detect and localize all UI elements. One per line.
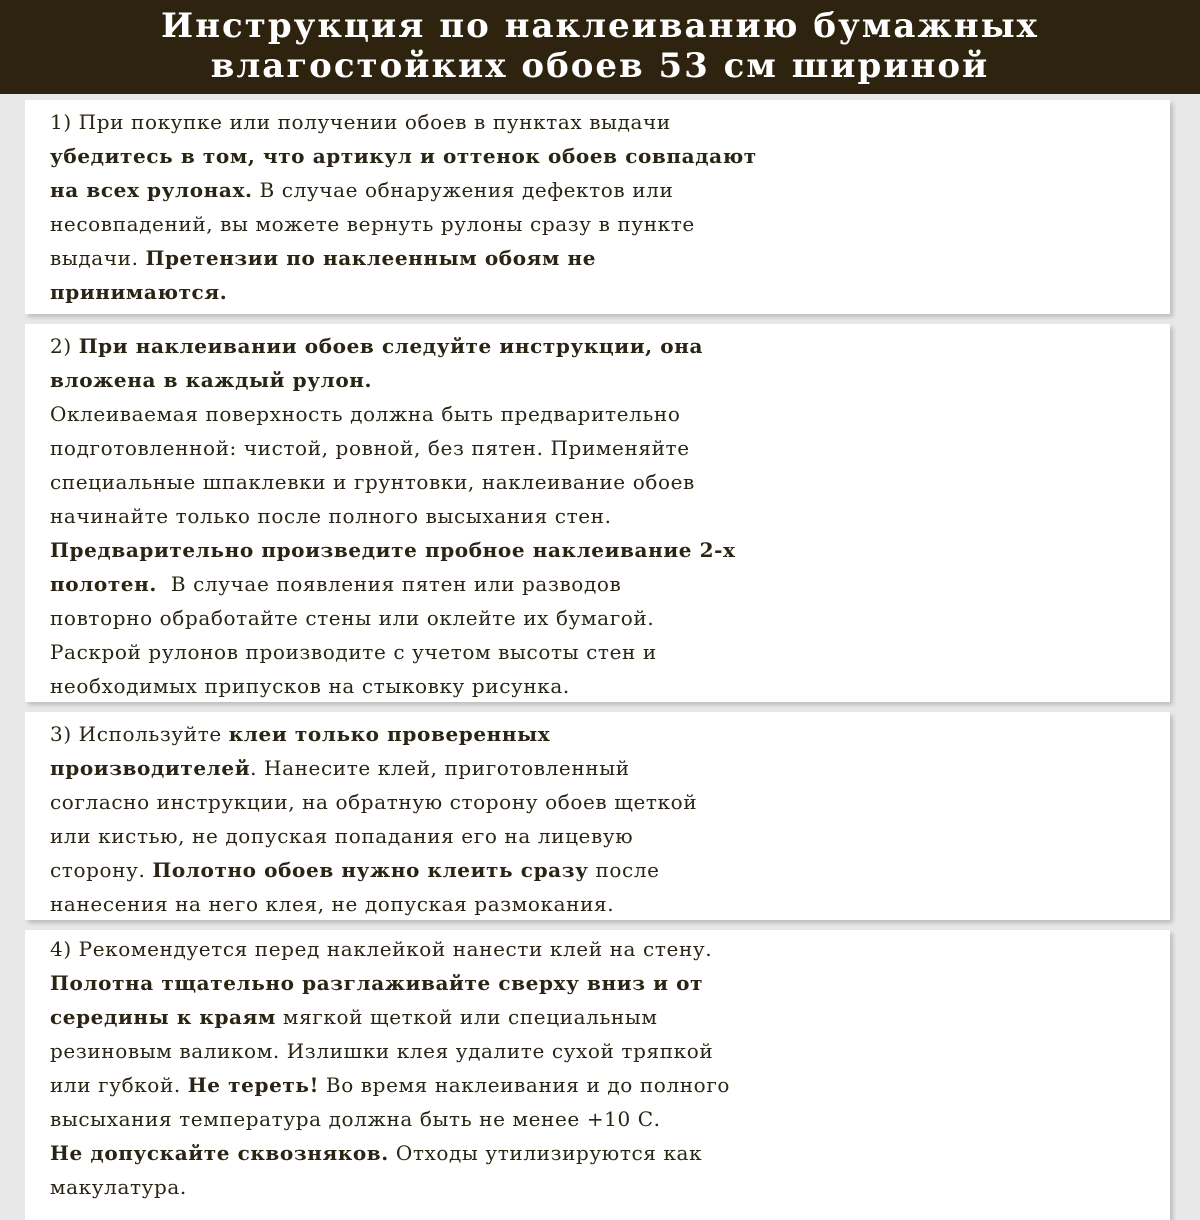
bold-text: клеи только проверенных	[228, 722, 551, 746]
text-line: нанесения на него клея, не допуская размокания.	[50, 892, 615, 916]
regular-text: 2)	[50, 334, 79, 358]
text-line	[50, 1000, 1170, 1034]
text-line: подготовленной: чистой, ровной, без пятен. Применяйте	[50, 436, 690, 460]
text-line: начинайте только после полного высыхания стен.	[50, 504, 612, 528]
bold-text: полотен.	[50, 572, 157, 596]
text-line: 4) Рекомендуется перед наклейкой нанести клей на стену.	[50, 937, 713, 961]
text-line: резиновым валиком. Излишки клея удалите сухой тряпкой	[50, 1039, 714, 1063]
text-line: или кистью, не допуская попадания его на лицевую	[50, 824, 634, 848]
text-line	[50, 717, 1170, 751]
regular-text: или губкой.	[50, 1073, 188, 1097]
text-line	[50, 139, 1170, 173]
bold-text: Полотно обоев нужно клеить сразу	[152, 858, 589, 882]
text-line	[50, 1068, 1170, 1102]
text-line: повторно обработайте стены или оклейте их бумагой.	[50, 606, 655, 630]
regular-text: 3) Используйте	[50, 722, 229, 746]
bold-text: производителей	[50, 756, 251, 780]
text-line	[50, 1136, 1170, 1170]
text-line	[50, 173, 1170, 207]
text-line: необходимых припусков на стыковку рисунка.	[50, 674, 570, 698]
bold-text: Полотна тщательно разглаживайте сверху вниз и от	[50, 971, 704, 995]
bold-text: на всех рулонах.	[50, 178, 253, 202]
bold-text: Не тереть!	[187, 1073, 319, 1097]
instruction-header	[0, 0, 1200, 94]
text-line	[50, 363, 1170, 397]
text-line: высыхания температура должна быть не менее +10 С.	[50, 1107, 661, 1131]
bold-text: вложена в каждый рулон.	[50, 368, 373, 392]
bold-text: Предварительно произведите пробное наклеивание 2-х	[50, 538, 736, 562]
regular-text: В случае появления пятен или разводов	[156, 572, 622, 596]
text-line: 1) При покупке или получении обоев в пунктах выдачи	[50, 110, 671, 134]
regular-text: Во время наклеивания и до полного	[318, 1073, 731, 1097]
text-line: несовпадений, вы можете вернуть рулоны сразу в пункте	[50, 212, 695, 236]
text-line: Раскрой рулонов производите с учетом высоты стен и	[50, 640, 657, 664]
text-line	[50, 567, 1170, 601]
regular-text: мягкой щеткой или специальным	[275, 1005, 658, 1029]
text-line: макулатура.	[50, 1175, 187, 1199]
text-line	[50, 329, 1170, 363]
bold-text: убедитесь в том, что артикул и оттенок обоев совпадают	[50, 144, 757, 168]
text-line	[50, 751, 1170, 785]
regular-text: выдачи.	[50, 246, 146, 270]
text-line: специальные шпаклевки и грунтовки, наклеивание обоев	[50, 470, 695, 494]
bold-text: Претензии по наклеенным обоям не	[145, 246, 597, 270]
regular-text: после	[588, 858, 660, 882]
text-line	[50, 853, 1170, 887]
text-line: Оклеиваемая поверхность должна быть предварительно	[50, 402, 681, 426]
instruction-section-2	[25, 324, 1170, 702]
bold-text: принимаются.	[50, 280, 228, 304]
bold-text: При наклеивании обоев следуйте инструкции, она	[78, 334, 704, 358]
text-line	[50, 533, 1170, 567]
text-line	[50, 966, 1170, 1000]
bold-text: Не допускайте сквозняков.	[50, 1141, 389, 1165]
regular-text: . Нанесите клей, приготовленный	[250, 756, 630, 780]
text-line	[50, 275, 1170, 309]
text-line: согласно инструкции, на обратную сторону обоев щеткой	[50, 790, 698, 814]
instruction-section-4	[25, 930, 1170, 1220]
header-title-line-2: влагостойких обоев 53 см шириной	[210, 46, 990, 86]
regular-text: В случае обнаружения дефектов или	[252, 178, 674, 202]
text-line	[50, 241, 1170, 275]
regular-text: сторону.	[50, 858, 153, 882]
regular-text: Отходы утилизируются как	[388, 1141, 703, 1165]
bold-text: середины к краям	[50, 1005, 276, 1029]
header-title-line-1: Инструкция по наклеиванию бумажных	[161, 6, 1039, 46]
instruction-section-1	[25, 100, 1170, 314]
instruction-section-3	[25, 712, 1170, 920]
